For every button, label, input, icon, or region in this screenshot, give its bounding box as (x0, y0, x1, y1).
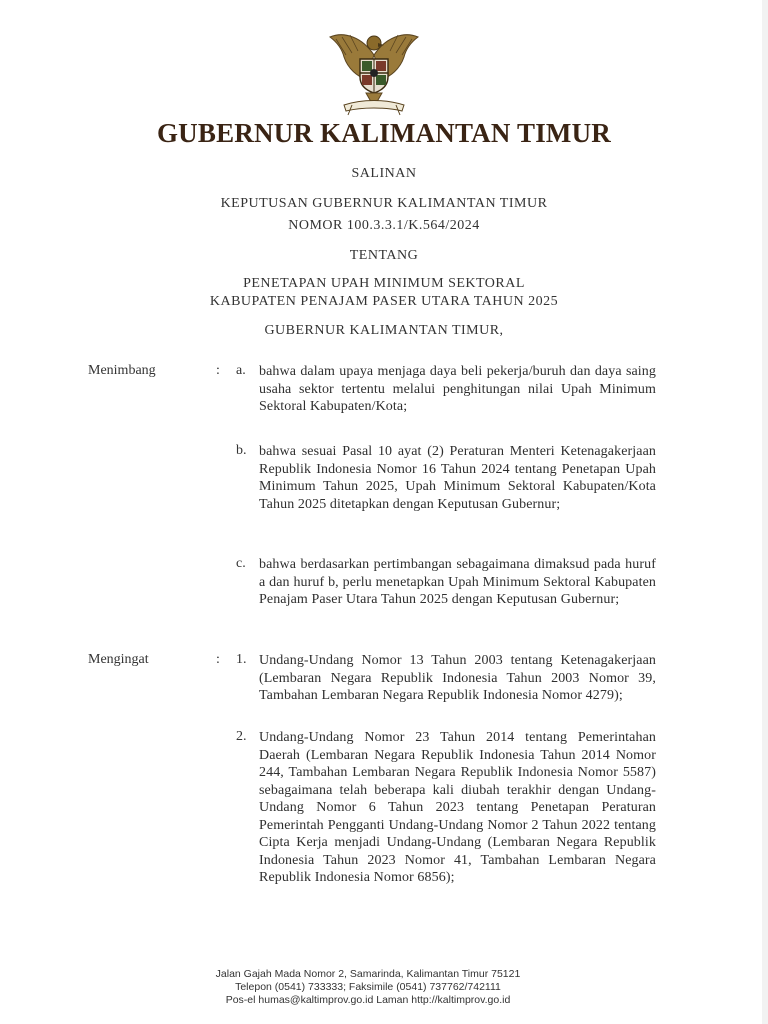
document-title: GUBERNUR KALIMANTAN TIMUR (156, 118, 612, 148)
mengingat-item-1: Undang-Undang Nomor 13 Tahun 2003 tentang Ketenagakerjaan (Lembaran Negara Republik Indonesia Tahun 2003 Nomor 39, Tambahan Lembaran Negara Republik Indonesia Nomor 4279); (259, 653, 656, 703)
footer-address: Jalan Gajah Mada Nomor 2, Samarinda, Kalimantan Timur 75121 (215, 968, 521, 980)
menimbang-item-b: bahwa sesuai Pasal 10 ayat (2) Peraturan Menteri Ketenagakerjaan Republik Indonesia Nomor 16 Tahun 2024 tentang Penetapan Upah Minimum Tahun 2025, Upah Minimum Sektoral Kabupaten/Kota Tahun 2025 ditetapkan dengan Keputusan Gubernur; (259, 444, 656, 512)
menimbang-marker-b: b. (236, 443, 247, 458)
menimbang-item-c: bahwa berdasarkan pertimbangan sebagaimana dimaksud pada huruf a dan huruf b, perlu menetapkan Upah Minimum Sektoral Kabupaten Penajam Paser Utara Tahun 2025 dengan Keputusan Gubernur; (259, 557, 656, 607)
menimbang-marker-a: a. (236, 363, 246, 378)
footer-phone: Telepon (0541) 733333; Faksimile (0541) 737762/742111 (235, 981, 501, 993)
page-edge-shadow (762, 0, 768, 1024)
mengingat-colon: : (216, 652, 220, 667)
issuer-line: GUBERNUR KALIMANTAN TIMUR, (264, 323, 504, 338)
menimbang-marker-c: c. (236, 556, 246, 571)
footer-email-website: Pos-el humas@kaltimprov.go.id Laman http://kaltimprov.go.id (225, 994, 511, 1006)
decree-number: NOMOR 100.3.3.1/K.564/2024 (288, 218, 480, 233)
menimbang-label: Menimbang (88, 363, 156, 378)
salinan-label: SALINAN (351, 166, 417, 181)
mengingat-marker-2: 2. (236, 729, 247, 744)
mengingat-label: Mengingat (88, 652, 149, 667)
decree-heading: KEPUTUSAN GUBERNUR KALIMANTAN TIMUR (220, 196, 548, 211)
subject-line-2: KABUPATEN PENAJAM PASER UTARA TAHUN 2025 (209, 294, 559, 309)
tentang-label: TENTANG (349, 248, 419, 263)
menimbang-item-a: bahwa dalam upaya menjaga daya beli pekerja/buruh dan daya saing usaha sektor tertentu melalui penghitungan nilai Upah Minimum Sektoral Kabupaten/Kota; (259, 364, 656, 414)
mengingat-marker-1: 1. (236, 652, 247, 667)
menimbang-colon: : (216, 363, 220, 378)
garuda-emblem-icon (322, 25, 426, 120)
mengingat-item-2: Undang-Undang Nomor 23 Tahun 2014 tentang Pemerintahan Daerah (Lembaran Negara Republik Indonesia Tahun 2014 Nomor 244, Tambahan Lembaran Negara Republik Indonesia Nomor 5587) sebagaimana telah beberapa kali diubah terakhir dengan Undang-Undang Nomor 6 Tahun 2023 tentang Penetapan Peraturan Pemerintah Pengganti Undang-Undang Nomor 2 Tahun 2022 tentang Cipta Kerja menjadi Undang-Undang (Lembaran Negara Republik Indonesia Tahun 2023 Nomor 41, Tambahan Lembaran Negara Republik Indonesia Nomor 6856); (259, 730, 656, 885)
subject-line-1: PENETAPAN UPAH MINIMUM SEKTORAL (243, 276, 525, 291)
